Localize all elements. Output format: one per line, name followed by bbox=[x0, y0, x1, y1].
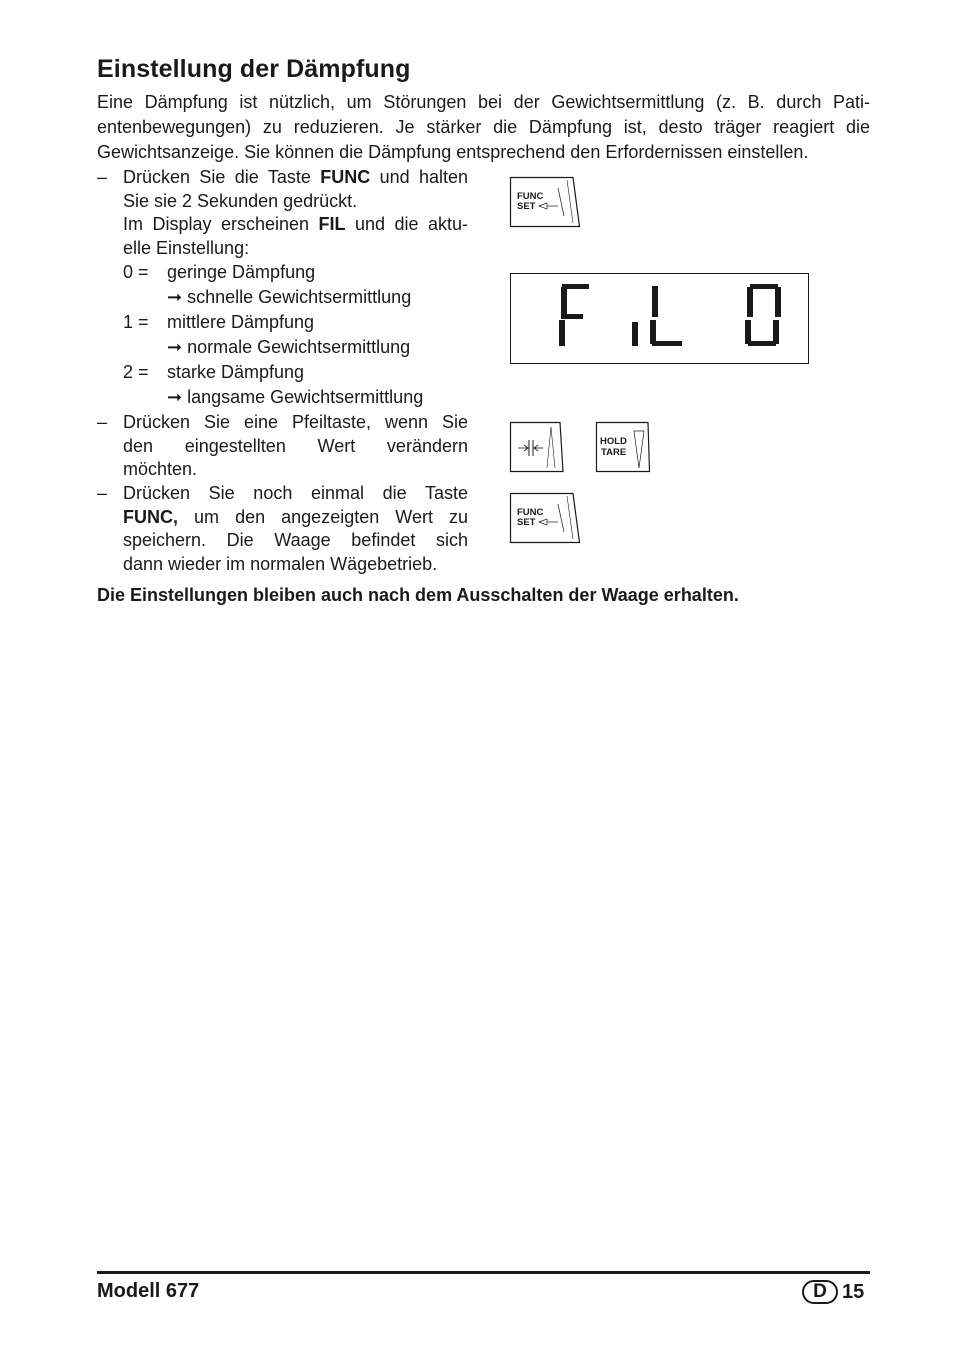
list-dash: – bbox=[97, 167, 108, 187]
option-label-2: starke Dämpfung bbox=[167, 362, 305, 382]
tare-key-label: TARE bbox=[601, 447, 627, 458]
hold-tare-key-icon bbox=[595, 421, 651, 473]
option-key-0: 0 = bbox=[123, 262, 149, 282]
footer-model: Modell 677 bbox=[97, 1280, 200, 1302]
fil-0-segment-digits bbox=[511, 274, 810, 365]
step-3-line-1: Drücken Sie noch einmal die Taste bbox=[123, 483, 468, 503]
lcd-display bbox=[510, 273, 809, 364]
intro-line: entenbewegungen) zu reduzieren. Je stärker die Dämpfung ist, desto träger reagiert die bbox=[97, 117, 870, 137]
option-label-0: geringe Dämpfung bbox=[167, 262, 316, 282]
intro-line: Eine Dämpfung ist nützlich, um Störungen bei der Gewichtsermittlung (z. B. durch Pati- bbox=[97, 92, 870, 112]
intro-line: Gewichtsanzeige. Sie können die Dämpfung entsprechend den Erfordernissen einstellen. bbox=[97, 142, 809, 162]
option-result-1: ➞ normale Gewichtsermittlung bbox=[167, 337, 411, 357]
arrow-icon: ➞ bbox=[167, 337, 183, 357]
option-result-2: ➞ langsame Gewichtsermittlung bbox=[167, 387, 424, 407]
option-key-1: 1 = bbox=[123, 312, 149, 332]
step-2-text bbox=[123, 411, 468, 482]
set-key-label: SET bbox=[517, 201, 536, 212]
hold-key-label: HOLD bbox=[600, 436, 627, 447]
step-1-line-1: Drücken Sie die Taste FUNC und halten bbox=[123, 167, 468, 187]
arrow-icon: ➞ bbox=[167, 387, 183, 407]
footer-page bbox=[802, 1280, 864, 1304]
step-1-line-2: Sie sie 2 Sekunden gedrückt. bbox=[123, 190, 358, 211]
list-dash: – bbox=[97, 483, 108, 503]
step-2-line: Drücken Sie eine Pfeiltaste, wenn Sie bbox=[123, 412, 468, 432]
step-1-line-3: Im Display erscheinen FIL und die aktu- bbox=[123, 214, 468, 234]
option-label-1: mittlere Dämpfung bbox=[167, 312, 315, 332]
step-2-line: den eingestellten Wert verändern bbox=[123, 435, 468, 456]
footer-rule bbox=[97, 1271, 870, 1274]
page-title: Einstellung der Dämpfung bbox=[97, 55, 411, 83]
left-arrow-key-icon bbox=[509, 421, 565, 473]
option-key-2: 2 = bbox=[123, 362, 149, 382]
page-number: 15 bbox=[842, 1280, 865, 1303]
func-set-key-icon bbox=[509, 176, 581, 228]
settings-retained-note: Die Einstellungen bleiben auch nach dem Ausschalten der Waage erhalten. bbox=[97, 585, 739, 605]
step-1-text bbox=[123, 166, 468, 260]
func-set-key-icon bbox=[509, 492, 581, 544]
func-key-label: FUNC bbox=[517, 507, 544, 518]
set-key-label: SET bbox=[517, 517, 536, 528]
step-3-line-3: speichern. Die Waage befindet sich bbox=[123, 530, 468, 550]
language-badge: D bbox=[802, 1280, 838, 1304]
step-3-line-4: dann wieder im normalen Wägebetrieb. bbox=[123, 553, 438, 574]
arrow-icon: ➞ bbox=[167, 287, 183, 307]
option-result-0: ➞ schnelle Gewichtsermittlung bbox=[167, 287, 412, 307]
intro-paragraph bbox=[97, 90, 870, 165]
step-3-line-2: FUNC, um den angezeigten Wert zu bbox=[123, 506, 468, 527]
step-2-line: möchten. bbox=[123, 459, 198, 479]
func-key-label: FUNC bbox=[517, 191, 544, 202]
step-3-text bbox=[123, 482, 468, 576]
step-1-line-4: elle Einstellung: bbox=[123, 237, 250, 258]
list-dash: – bbox=[97, 412, 108, 432]
